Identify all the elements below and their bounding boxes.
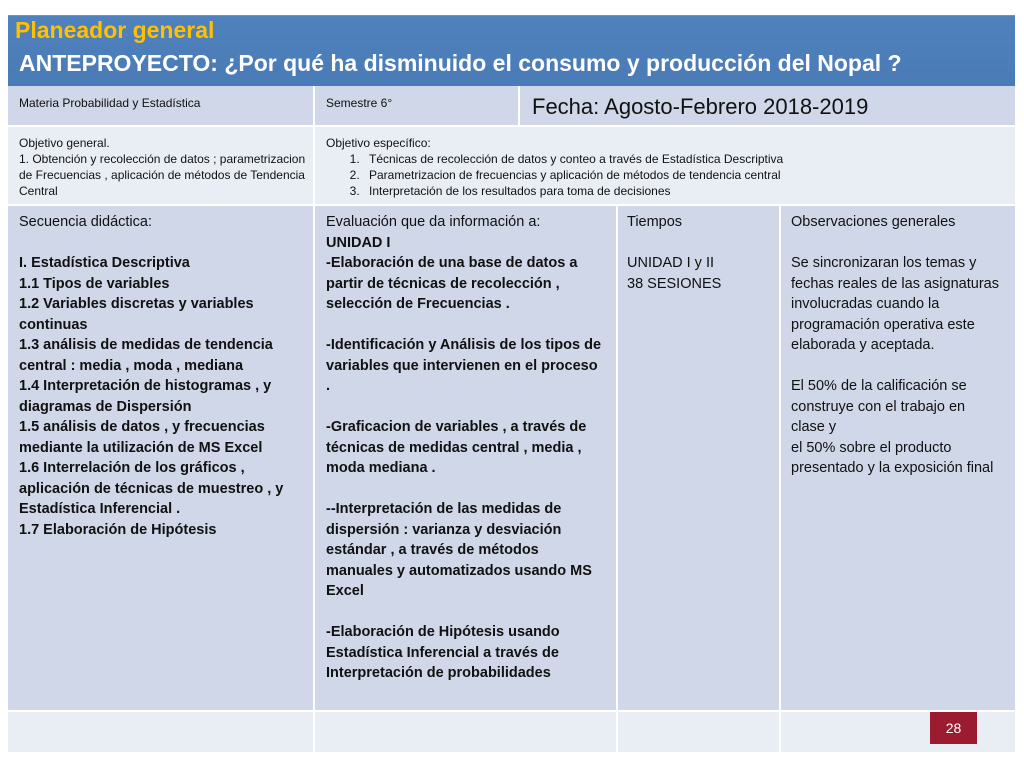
evaluacion-cell	[315, 206, 616, 710]
secuencia-item: 1.7 Elaboración de Hipótesis	[19, 521, 217, 538]
page-number: 28	[945, 720, 962, 736]
observaciones-paragraph: El 50% de la calificación se construye con el trabajo en clase y	[791, 378, 967, 435]
evaluacion-item: --Interpretación de las medidas de dispersión : varianza y desviación estándar , a través de métodos manuales y automatizados usando MS Excel	[326, 501, 592, 599]
evaluacion-item: -Elaboración de Hipótesis usando Estadística Inferencial a través de Interpretación de probabilidades	[326, 624, 560, 681]
secuencia-item: 1.6 Interrelación de los gráficos , aplicación de técnicas de muestreo , y Estadística Inferencial .	[19, 460, 284, 517]
objetivo-general-label: Objetivo general.	[19, 136, 110, 150]
objetivo-general-text: 1. Obtención y recolección de datos ; parametrizacion de Frecuencias , aplicación de métodos de Tendencia Central	[19, 152, 306, 198]
evaluacion-label: Evaluación que da información a:	[326, 214, 541, 230]
semestre-cell	[315, 86, 518, 125]
secuencia-item: 1.4 Interpretación de histogramas , y diagramas de Dispersión	[19, 378, 272, 415]
fecha-cell	[520, 86, 1015, 125]
observaciones-paragraph: Se sincronizaran los temas y fechas reales de las asignaturas involucradas cuando la programación operativa este elaborada y aceptada.	[791, 255, 999, 353]
semestre-text: Semestre 6°	[326, 96, 393, 110]
secuencia-item: 1.1 Tipos de variables	[19, 275, 170, 292]
evaluacion-item: -Identificación y Análisis de los tipos de variables que intervienen en el proceso .	[326, 337, 602, 394]
planner-table	[8, 86, 1015, 752]
objetivo-especifico-label: Objetivo específico:	[326, 136, 431, 150]
tiempos-unidad: UNIDAD I y II	[627, 255, 715, 271]
empty-cell	[781, 712, 1015, 752]
tiempos-cell	[618, 206, 779, 710]
secuencia-item: 1.5 análisis de datos , y frecuencias mediante la utilización de MS Excel	[19, 419, 265, 456]
observaciones-cell	[781, 206, 1015, 710]
list-item: 1. Técnicas de recolección de datos y conteo a través de Estadística Descriptiva	[363, 151, 1009, 167]
evaluacion-item: -Elaboración de una base de datos a partir de técnicas de recolección , selección de Frecuencias .	[326, 255, 578, 312]
empty-cell	[8, 712, 313, 752]
secuencia-item: 1.2 Variables discretas y variables continuas	[19, 296, 254, 333]
evaluacion-item: -Graficacion de variables , a través de técnicas de medidas central , media , moda mediana .	[326, 419, 587, 476]
objetivo-especifico-cell	[315, 127, 1015, 204]
slide-title: ANTEPROYECTO: ¿Por qué ha disminuido el consumo y producción del Nopal ?	[19, 50, 902, 76]
empty-cell	[315, 712, 616, 752]
empty-cell	[618, 712, 779, 752]
secuencia-label: Secuencia didáctica:	[19, 214, 152, 230]
objetivo-general-cell	[8, 127, 313, 204]
list-item: 2. Parametrizacion de frecuencias y aplicación de métodos de tendencia central	[363, 167, 1009, 183]
secuencia-item: I. Estadística Descriptiva	[19, 255, 190, 271]
secuencia-cell	[8, 206, 313, 710]
observaciones-paragraph: el 50% sobre el producto presentado y la exposición final	[791, 439, 994, 476]
slide-subtitle: Planeador general	[15, 17, 215, 43]
page-number-badge	[930, 712, 977, 744]
secuencia-item: 1.3 análisis de medidas de tendencia central : media , moda , mediana	[19, 337, 273, 374]
tiempos-sesiones: 38 SESIONES	[627, 275, 722, 292]
objetivo-especifico-list	[326, 151, 1009, 199]
materia-text: Materia Probabilidad y Estadística	[19, 96, 201, 110]
observaciones-label: Observaciones generales	[791, 214, 956, 230]
tiempos-label: Tiempos	[627, 214, 683, 230]
materia-cell	[8, 86, 313, 125]
fecha-text: Fecha: Agosto-Febrero 2018-2019	[532, 94, 869, 119]
list-item: 3. Interpretación de los resultados para toma de decisiones	[363, 183, 1009, 199]
evaluacion-unit: UNIDAD I	[326, 234, 391, 251]
